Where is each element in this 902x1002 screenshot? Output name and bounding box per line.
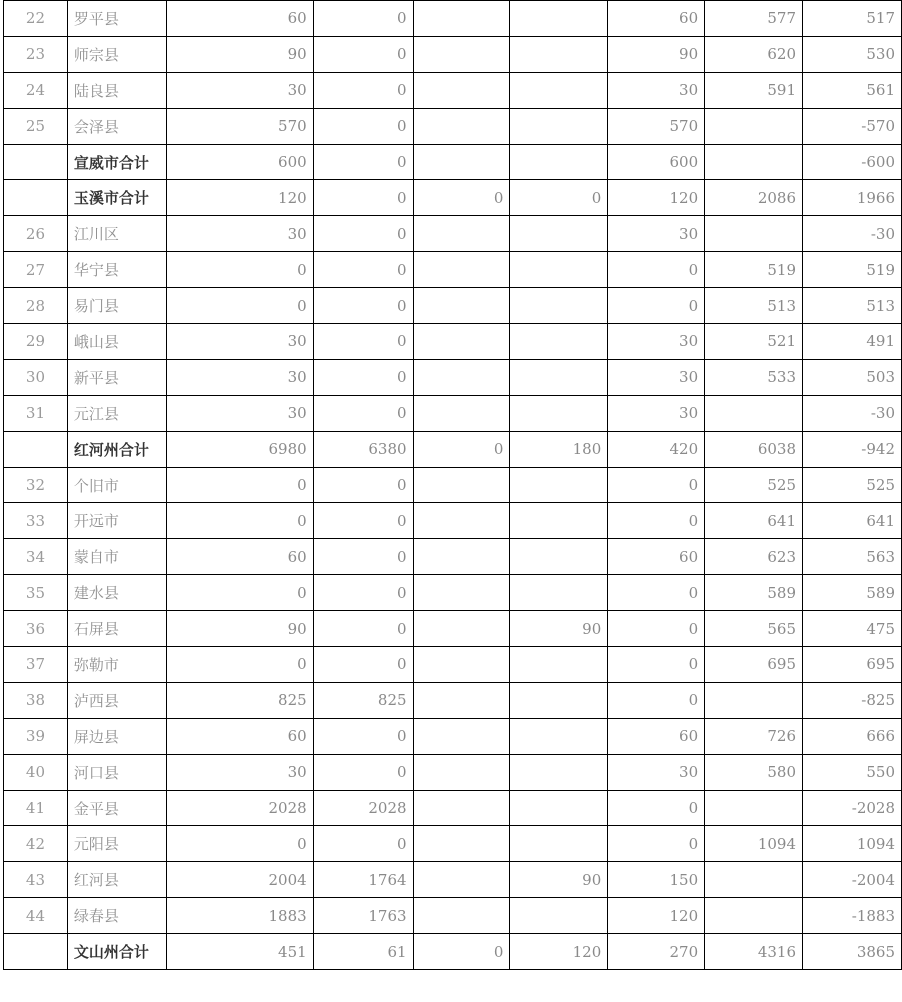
table-row	[4, 216, 902, 252]
value-cell-col-5: 30	[608, 216, 705, 252]
county-name-cell: 石屏县	[67, 611, 166, 647]
value-cell-col-4: 90	[510, 611, 608, 647]
value-cell-col-3	[413, 252, 510, 288]
value-cell-col-1: 0	[166, 647, 313, 683]
value-cell-col-7: 695	[803, 647, 902, 683]
subtotal-row	[4, 180, 902, 216]
value-cell-col-7: -600	[803, 144, 902, 180]
county-name-cell: 泸西县	[67, 682, 166, 718]
value-cell-col-3	[413, 647, 510, 683]
value-cell-col-2: 0	[313, 288, 413, 324]
table-row	[4, 754, 902, 790]
row-index-cell	[4, 431, 68, 467]
value-cell-col-1: 0	[166, 503, 313, 539]
value-cell-col-4	[510, 395, 608, 431]
value-cell-col-6	[705, 790, 803, 826]
value-cell-col-3	[413, 862, 510, 898]
value-cell-col-5: 120	[608, 898, 705, 934]
county-name-cell: 会泽县	[67, 108, 166, 144]
value-cell-col-1: 0	[166, 252, 313, 288]
row-index-cell: 39	[4, 718, 68, 754]
row-index-cell: 32	[4, 467, 68, 503]
value-cell-col-5: 0	[608, 467, 705, 503]
value-cell-col-3	[413, 359, 510, 395]
value-cell-col-7: 503	[803, 359, 902, 395]
value-cell-col-4	[510, 539, 608, 575]
row-index-cell: 25	[4, 108, 68, 144]
value-cell-col-7: 519	[803, 252, 902, 288]
value-cell-col-4: 90	[510, 862, 608, 898]
row-index-cell: 35	[4, 575, 68, 611]
county-name-cell: 陆良县	[67, 72, 166, 108]
county-name-cell: 华宁县	[67, 252, 166, 288]
row-index-cell	[4, 144, 68, 180]
value-cell-col-7: 3865	[803, 934, 902, 970]
value-cell-col-6: 521	[705, 324, 803, 360]
value-cell-col-1: 825	[166, 682, 313, 718]
row-index-cell: 38	[4, 682, 68, 718]
value-cell-col-1: 0	[166, 467, 313, 503]
value-cell-col-3	[413, 754, 510, 790]
value-cell-col-2: 0	[313, 467, 413, 503]
table-row	[4, 539, 902, 575]
value-cell-col-1: 30	[166, 216, 313, 252]
value-cell-col-7: 491	[803, 324, 902, 360]
value-cell-col-1: 90	[166, 36, 313, 72]
row-index-cell	[4, 180, 68, 216]
value-cell-col-2: 0	[313, 539, 413, 575]
row-index-cell: 23	[4, 36, 68, 72]
value-cell-col-7: -570	[803, 108, 902, 144]
county-name-cell: 峨山县	[67, 324, 166, 360]
value-cell-col-5: 60	[608, 718, 705, 754]
county-name-cell: 金平县	[67, 790, 166, 826]
subtotal-name-cell: 文山州合计	[67, 934, 166, 970]
value-cell-col-6: 2086	[705, 180, 803, 216]
value-cell-col-5: 270	[608, 934, 705, 970]
row-index-cell: 37	[4, 647, 68, 683]
value-cell-col-2: 0	[313, 252, 413, 288]
row-index-cell: 28	[4, 288, 68, 324]
value-cell-col-1: 1883	[166, 898, 313, 934]
value-cell-col-6: 533	[705, 359, 803, 395]
value-cell-col-5: 30	[608, 72, 705, 108]
value-cell-col-7: 525	[803, 467, 902, 503]
value-cell-col-1: 30	[166, 395, 313, 431]
value-cell-col-6: 565	[705, 611, 803, 647]
value-cell-col-2: 0	[313, 647, 413, 683]
row-index-cell: 41	[4, 790, 68, 826]
value-cell-col-3	[413, 718, 510, 754]
value-cell-col-4	[510, 790, 608, 826]
value-cell-col-5: 60	[608, 539, 705, 575]
value-cell-col-6: 623	[705, 539, 803, 575]
subtotal-name-cell: 红河州合计	[67, 431, 166, 467]
table-row	[4, 862, 902, 898]
value-cell-col-4	[510, 359, 608, 395]
row-index-cell	[4, 934, 68, 970]
value-cell-col-2: 0	[313, 108, 413, 144]
value-cell-col-4	[510, 72, 608, 108]
value-cell-col-5: 0	[608, 252, 705, 288]
value-cell-col-4	[510, 36, 608, 72]
row-index-cell: 34	[4, 539, 68, 575]
value-cell-col-4	[510, 754, 608, 790]
value-cell-col-3	[413, 36, 510, 72]
table-row	[4, 395, 902, 431]
value-cell-col-1: 60	[166, 539, 313, 575]
subtotal-row	[4, 144, 902, 180]
value-cell-col-3	[413, 467, 510, 503]
value-cell-col-3	[413, 144, 510, 180]
value-cell-col-1: 600	[166, 144, 313, 180]
value-cell-col-4	[510, 575, 608, 611]
value-cell-col-5: 120	[608, 180, 705, 216]
table-row	[4, 611, 902, 647]
value-cell-col-3	[413, 826, 510, 862]
row-index-cell: 22	[4, 1, 68, 37]
value-cell-col-1: 2004	[166, 862, 313, 898]
value-cell-col-2: 0	[313, 503, 413, 539]
value-cell-col-6: 513	[705, 288, 803, 324]
county-name-cell: 开远市	[67, 503, 166, 539]
row-index-cell: 33	[4, 503, 68, 539]
value-cell-col-2: 0	[313, 718, 413, 754]
table-row	[4, 467, 902, 503]
value-cell-col-2: 0	[313, 180, 413, 216]
value-cell-col-6: 6038	[705, 431, 803, 467]
value-cell-col-2: 0	[313, 359, 413, 395]
table-row	[4, 252, 902, 288]
value-cell-col-6	[705, 144, 803, 180]
row-index-cell: 24	[4, 72, 68, 108]
county-name-cell: 元阳县	[67, 826, 166, 862]
county-name-cell: 蒙自市	[67, 539, 166, 575]
value-cell-col-6	[705, 108, 803, 144]
value-cell-col-1: 30	[166, 324, 313, 360]
value-cell-col-5: 60	[608, 1, 705, 37]
value-cell-col-7: 641	[803, 503, 902, 539]
row-index-cell: 30	[4, 359, 68, 395]
value-cell-col-7: 475	[803, 611, 902, 647]
value-cell-col-4: 180	[510, 431, 608, 467]
value-cell-col-3	[413, 1, 510, 37]
value-cell-col-1: 570	[166, 108, 313, 144]
value-cell-col-4	[510, 108, 608, 144]
row-index-cell: 44	[4, 898, 68, 934]
value-cell-col-1: 451	[166, 934, 313, 970]
value-cell-col-7: -30	[803, 216, 902, 252]
value-cell-col-1: 30	[166, 72, 313, 108]
value-cell-col-6: 525	[705, 467, 803, 503]
value-cell-col-5: 0	[608, 826, 705, 862]
value-cell-col-4	[510, 682, 608, 718]
table-row	[4, 826, 902, 862]
row-index-cell: 31	[4, 395, 68, 431]
value-cell-col-6	[705, 216, 803, 252]
value-cell-col-6: 577	[705, 1, 803, 37]
row-index-cell: 43	[4, 862, 68, 898]
value-cell-col-5: 0	[608, 611, 705, 647]
value-cell-col-6: 591	[705, 72, 803, 108]
value-cell-col-5: 0	[608, 503, 705, 539]
value-cell-col-2: 0	[313, 36, 413, 72]
county-name-cell: 新平县	[67, 359, 166, 395]
row-index-cell: 36	[4, 611, 68, 647]
value-cell-col-6: 726	[705, 718, 803, 754]
value-cell-col-5: 420	[608, 431, 705, 467]
county-name-cell: 个旧市	[67, 467, 166, 503]
value-cell-col-7: 1094	[803, 826, 902, 862]
value-cell-col-1: 60	[166, 718, 313, 754]
value-cell-col-5: 0	[608, 647, 705, 683]
value-cell-col-6: 695	[705, 647, 803, 683]
table-row	[4, 790, 902, 826]
value-cell-col-5: 0	[608, 288, 705, 324]
value-cell-col-4	[510, 1, 608, 37]
value-cell-col-1: 60	[166, 1, 313, 37]
value-cell-col-4	[510, 144, 608, 180]
value-cell-col-3	[413, 108, 510, 144]
value-cell-col-2: 1763	[313, 898, 413, 934]
value-cell-col-2: 0	[313, 575, 413, 611]
value-cell-col-4	[510, 288, 608, 324]
table-row	[4, 718, 902, 754]
county-name-cell: 师宗县	[67, 36, 166, 72]
value-cell-col-4	[510, 216, 608, 252]
value-cell-col-3	[413, 790, 510, 826]
value-cell-col-4	[510, 647, 608, 683]
value-cell-col-6: 1094	[705, 826, 803, 862]
table-row	[4, 324, 902, 360]
table-row	[4, 503, 902, 539]
value-cell-col-4	[510, 503, 608, 539]
value-cell-col-4	[510, 324, 608, 360]
value-cell-col-2: 0	[313, 1, 413, 37]
value-cell-col-4	[510, 898, 608, 934]
row-index-cell: 26	[4, 216, 68, 252]
value-cell-col-1: 120	[166, 180, 313, 216]
value-cell-col-6	[705, 682, 803, 718]
row-index-cell: 29	[4, 324, 68, 360]
subtotal-name-cell: 玉溪市合计	[67, 180, 166, 216]
subtotal-name-cell: 宣威市合计	[67, 144, 166, 180]
row-index-cell: 42	[4, 826, 68, 862]
value-cell-col-5: 600	[608, 144, 705, 180]
value-cell-col-2: 825	[313, 682, 413, 718]
value-cell-col-7: -942	[803, 431, 902, 467]
value-cell-col-1: 2028	[166, 790, 313, 826]
value-cell-col-5: 30	[608, 324, 705, 360]
value-cell-col-3	[413, 575, 510, 611]
value-cell-col-5: 0	[608, 575, 705, 611]
table-row	[4, 647, 902, 683]
value-cell-col-1: 6980	[166, 431, 313, 467]
county-name-cell: 弥勒市	[67, 647, 166, 683]
subtotal-row	[4, 431, 902, 467]
county-name-cell: 河口县	[67, 754, 166, 790]
value-cell-col-5: 150	[608, 862, 705, 898]
value-cell-col-2: 1764	[313, 862, 413, 898]
table-row	[4, 108, 902, 144]
value-cell-col-7: -1883	[803, 898, 902, 934]
value-cell-col-3	[413, 324, 510, 360]
value-cell-col-6: 4316	[705, 934, 803, 970]
value-cell-col-3: 0	[413, 934, 510, 970]
value-cell-col-3	[413, 216, 510, 252]
value-cell-col-5: 30	[608, 359, 705, 395]
value-cell-col-5: 30	[608, 395, 705, 431]
value-cell-col-1: 0	[166, 826, 313, 862]
value-cell-col-5: 30	[608, 754, 705, 790]
table-row	[4, 575, 902, 611]
value-cell-col-2: 0	[313, 72, 413, 108]
subtotal-row	[4, 934, 902, 970]
value-cell-col-7: 666	[803, 718, 902, 754]
value-cell-col-6: 641	[705, 503, 803, 539]
value-cell-col-7: 517	[803, 1, 902, 37]
value-cell-col-2: 2028	[313, 790, 413, 826]
table-row	[4, 36, 902, 72]
county-name-cell: 元江县	[67, 395, 166, 431]
value-cell-col-5: 570	[608, 108, 705, 144]
value-cell-col-4	[510, 467, 608, 503]
value-cell-col-7: 530	[803, 36, 902, 72]
value-cell-col-7: -2028	[803, 790, 902, 826]
value-cell-col-1: 30	[166, 359, 313, 395]
value-cell-col-2: 61	[313, 934, 413, 970]
value-cell-col-4	[510, 718, 608, 754]
table-row	[4, 898, 902, 934]
value-cell-col-7: -825	[803, 682, 902, 718]
value-cell-col-5: 90	[608, 36, 705, 72]
value-cell-col-2: 0	[313, 395, 413, 431]
value-cell-col-2: 0	[313, 611, 413, 647]
county-name-cell: 红河县	[67, 862, 166, 898]
value-cell-col-3	[413, 611, 510, 647]
county-name-cell: 绿春县	[67, 898, 166, 934]
value-cell-col-2: 0	[313, 216, 413, 252]
value-cell-col-4: 0	[510, 180, 608, 216]
value-cell-col-6: 580	[705, 754, 803, 790]
value-cell-col-7: 513	[803, 288, 902, 324]
value-cell-col-7: 550	[803, 754, 902, 790]
value-cell-col-6: 620	[705, 36, 803, 72]
value-cell-col-7: 561	[803, 72, 902, 108]
value-cell-col-2: 0	[313, 754, 413, 790]
row-index-cell: 27	[4, 252, 68, 288]
value-cell-col-3	[413, 898, 510, 934]
value-cell-col-4	[510, 826, 608, 862]
table-row	[4, 1, 902, 37]
value-cell-col-3	[413, 682, 510, 718]
table-row	[4, 682, 902, 718]
county-name-cell: 建水县	[67, 575, 166, 611]
value-cell-col-3: 0	[413, 431, 510, 467]
value-cell-col-3	[413, 539, 510, 575]
value-cell-col-6	[705, 862, 803, 898]
value-cell-col-3	[413, 288, 510, 324]
value-cell-col-6	[705, 898, 803, 934]
county-name-cell: 罗平县	[67, 1, 166, 37]
table-row	[4, 288, 902, 324]
value-cell-col-1: 0	[166, 575, 313, 611]
value-cell-col-4: 120	[510, 934, 608, 970]
value-cell-col-2: 0	[313, 144, 413, 180]
value-cell-col-2: 6380	[313, 431, 413, 467]
value-cell-col-7: 589	[803, 575, 902, 611]
value-cell-col-1: 90	[166, 611, 313, 647]
value-cell-col-6	[705, 395, 803, 431]
value-cell-col-3	[413, 395, 510, 431]
value-cell-col-1: 0	[166, 288, 313, 324]
value-cell-col-6: 589	[705, 575, 803, 611]
county-name-cell: 江川区	[67, 216, 166, 252]
table-body	[4, 1, 902, 970]
value-cell-col-3	[413, 503, 510, 539]
value-cell-col-7: 1966	[803, 180, 902, 216]
row-index-cell: 40	[4, 754, 68, 790]
table-row	[4, 359, 902, 395]
value-cell-col-1: 30	[166, 754, 313, 790]
value-cell-col-2: 0	[313, 324, 413, 360]
county-name-cell: 易门县	[67, 288, 166, 324]
county-name-cell: 屏边县	[67, 718, 166, 754]
value-cell-col-7: -30	[803, 395, 902, 431]
value-cell-col-7: 563	[803, 539, 902, 575]
value-cell-col-4	[510, 252, 608, 288]
data-table	[3, 0, 902, 970]
value-cell-col-5: 0	[608, 790, 705, 826]
value-cell-col-3: 0	[413, 180, 510, 216]
table-row	[4, 72, 902, 108]
value-cell-col-3	[413, 72, 510, 108]
value-cell-col-2: 0	[313, 826, 413, 862]
value-cell-col-6: 519	[705, 252, 803, 288]
value-cell-col-7: -2004	[803, 862, 902, 898]
value-cell-col-5: 0	[608, 682, 705, 718]
